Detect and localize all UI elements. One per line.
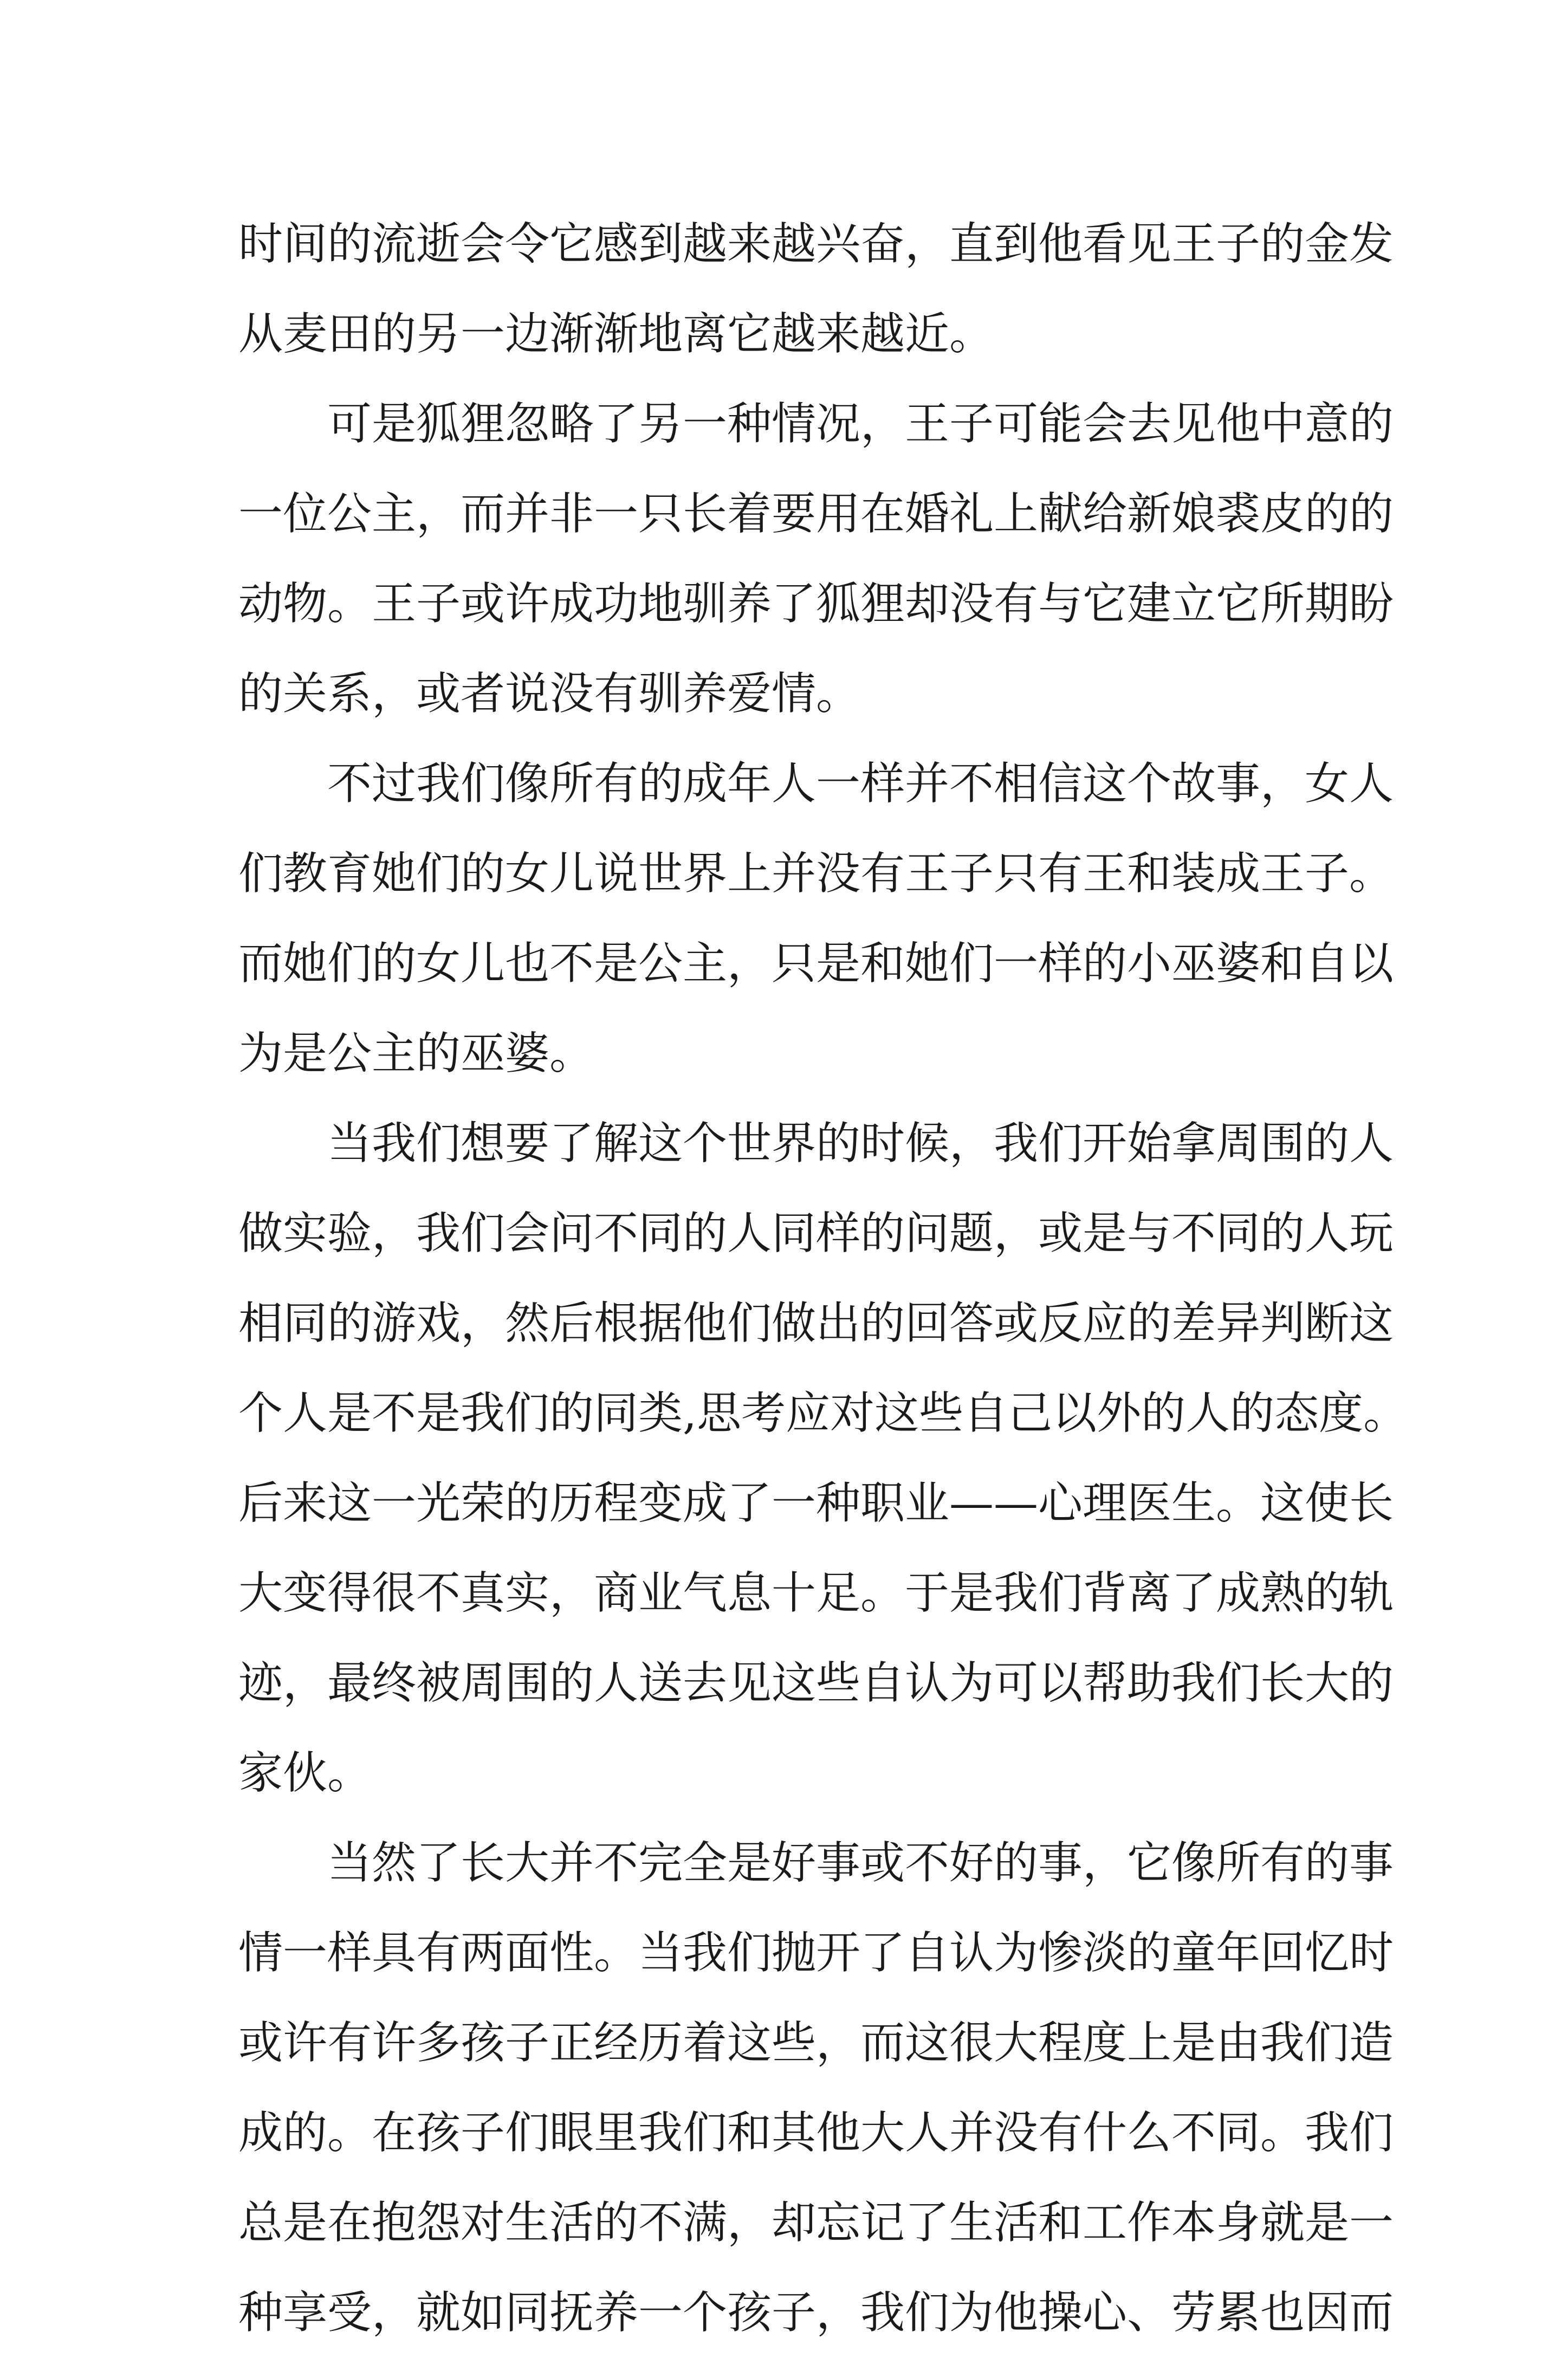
text-line: 可是狐狸忽略了另一种情况，王子可能会去见他中意的 <box>327 398 1394 450</box>
text-line: 相同的游戏，然后根据他们做出的回答或反应的差异判断这 <box>238 1298 1394 1349</box>
text-line: 时间的流逝会令它感到越来越兴奋，直到他看见王子的金发 <box>238 218 1394 270</box>
text-line: 迹，最终被周围的人送去见这些自认为可以帮助我们长大的 <box>238 1657 1394 1709</box>
text-line: 当然了长大并不完全是好事或不好的事，它像所有的事 <box>327 1837 1394 1889</box>
text-line: 们教育她们的女儿说世界上并没有王子只有王和装成王子。 <box>238 848 1394 899</box>
text-line: 当我们想要了解这个世界的时候，我们开始拿周围的人 <box>327 1118 1394 1169</box>
text-line: 做实验，我们会问不同的人同样的问题，或是与不同的人玩 <box>238 1208 1394 1259</box>
text-line: 成的。在孩子们眼里我们和其他大人并没有什么不同。我们 <box>238 2107 1394 2159</box>
text-line: 为是公主的巫婆。 <box>238 1028 594 1079</box>
text-line: 种享受，就如同抚养一个孩子，我们为他操心、劳累也因而 <box>238 2287 1394 2338</box>
text-line: 总是在抱怨对生活的不满，却忘记了生活和工作本身就是一 <box>238 2197 1394 2249</box>
text-line: 而她们的女儿也不是公主，只是和她们一样的小巫婆和自以 <box>238 938 1394 989</box>
text-line: 不过我们像所有的成年人一样并不相信这个故事，女人 <box>327 758 1394 809</box>
text-line: 从麦田的另一边渐渐地离它越来越近。 <box>238 308 994 360</box>
text-line: 动物。王子或许成功地驯养了狐狸却没有与它建立它所期盼 <box>238 578 1394 630</box>
text-line: 或许有许多孩子正经历着这些，而这很大程度上是由我们造 <box>238 2017 1394 2069</box>
text-line: 大变得很不真实，商业气息十足。于是我们背离了成熟的轨 <box>238 1567 1394 1619</box>
text-line: 一位公主，而并非一只长着要用在婚礼上献给新娘裘皮的的 <box>238 488 1394 540</box>
body-text <box>238 199 1408 2358</box>
text-line: 情一样具有两面性。当我们抛开了自认为惨淡的童年回忆时 <box>238 1927 1394 1979</box>
text-line: 的关系，或者说没有驯养爱情。 <box>238 668 861 720</box>
text-line: 个人是不是我们的同类,思考应对这些自己以外的人的态度。 <box>238 1388 1408 1439</box>
text-line: 后来这一光荣的历程变成了一种职业——心理医生。这使长 <box>238 1478 1394 1529</box>
text-line: 家伙。 <box>238 1747 372 1799</box>
